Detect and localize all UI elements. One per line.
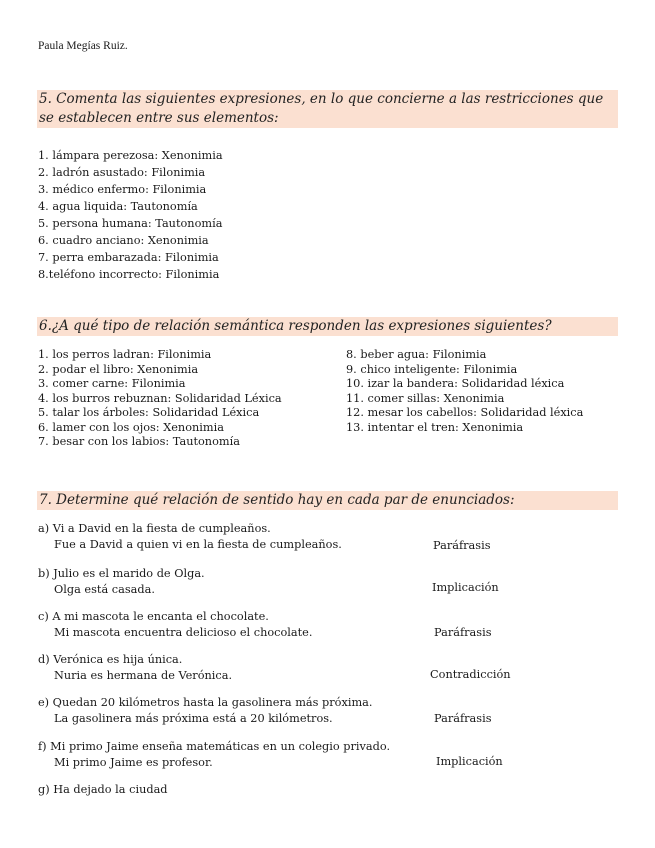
list-item: 2. ladrón asustado: Filonimia (38, 166, 206, 179)
sentence-pair-e (38, 695, 598, 727)
list-item: 7. perra embarazada: Filonimia (38, 251, 219, 264)
sentence-1: c) A mi mascota le encanta el chocolate. (38, 610, 269, 623)
list-item: 3. comer carne: Filonimia (38, 377, 186, 390)
sentence-pair-b (38, 566, 598, 598)
question-6-right-list (346, 348, 583, 435)
list-item: 5. talar los árboles: Solidaridad Léxica (38, 406, 260, 419)
relation-label: Paráfrasis (434, 626, 492, 639)
relation-label: Contradicción (430, 668, 511, 681)
question-5-list (38, 147, 223, 283)
relation-label: Paráfrasis (433, 539, 491, 552)
relation-label: Implicación (432, 581, 499, 594)
list-item: 5. persona humana: Tautonomía (38, 217, 223, 230)
sentence-pair-a (38, 521, 598, 553)
list-item: 4. agua liquida: Tautonomía (38, 200, 198, 213)
sentence-1: d) Verónica es hija única. (38, 653, 183, 666)
list-item: 13. intentar el tren: Xenonimia (346, 420, 524, 434)
list-item: 1. los perros ladran: Filonimia (38, 348, 212, 361)
list-item: 4. los burros rebuznan: Solidaridad Léxica (38, 391, 282, 405)
sentence-1: f) Mi primo Jaime enseña matemáticas en un colegio privado. (38, 740, 391, 753)
list-item: 6. cuadro anciano: Xenonimia (38, 234, 209, 247)
sentence-2: Nuria es hermana de Verónica. (54, 669, 233, 682)
sentence-2: La gasolinera más próxima está a 20 kilómetros. (54, 712, 333, 725)
question-6-heading: 6.¿A qué tipo de relación semántica responden las expresiones siguientes? (37, 317, 618, 336)
list-item: 10. izar la bandera: Solidaridad léxica (346, 377, 565, 390)
sentence-2: Mi mascota encuentra delicioso el chocolate. (54, 626, 313, 639)
list-item: 2. podar el libro: Xenonimia (38, 362, 199, 376)
sentence-pair-g (38, 782, 598, 798)
sentence-pair-c (38, 609, 598, 641)
relation-label: Implicación (436, 755, 503, 768)
sentence-1: a) Vi a David en la fiesta de cumpleaños. (38, 522, 271, 535)
sentence-1: e) Quedan 20 kilómetros hasta la gasolinera más próxima. (38, 696, 373, 709)
list-item: 9. chico inteligente: Filonimia (346, 362, 518, 376)
sentence-pair-f (38, 739, 598, 771)
list-item: 8. beber agua: Filonimia (346, 348, 487, 361)
author-name: Paula Megías Ruiz. (38, 40, 128, 52)
question-5-heading: 5. Comenta las siguientes expresiones, en lo que concierne a las restricciones que se establecen entre sus elementos: (37, 90, 618, 128)
sentence-2: Fue a David a quien vi en la fiesta de cumpleaños. (54, 538, 342, 551)
list-item: 12. mesar los cabellos: Solidaridad léxica (346, 406, 584, 419)
question-6-left-list (38, 348, 282, 450)
list-item: 11. comer sillas: Xenonimia (346, 391, 505, 405)
list-item: 3. médico enfermo: Filonimia (38, 183, 207, 196)
sentence-1: g) Ha dejado la ciudad (38, 783, 168, 796)
list-item: 1. lámpara perezosa: Xenonimia (38, 149, 223, 162)
list-item: 8.teléfono incorrecto: Filonimia (38, 268, 220, 281)
sentence-pair-d (38, 652, 598, 684)
relation-label: Paráfrasis (434, 712, 492, 725)
question-7-heading: 7. Determine qué relación de sentido hay en cada par de enunciados: (37, 491, 618, 510)
sentence-2: Mi primo Jaime es profesor. (54, 756, 213, 769)
sentence-2: Olga está casada. (54, 583, 155, 596)
list-item: 6. lamer con los ojos: Xenonimia (38, 420, 224, 434)
sentence-1: b) Julio es el marido de Olga. (38, 567, 205, 580)
list-item: 7. besar con los labios: Tautonomía (38, 435, 240, 448)
